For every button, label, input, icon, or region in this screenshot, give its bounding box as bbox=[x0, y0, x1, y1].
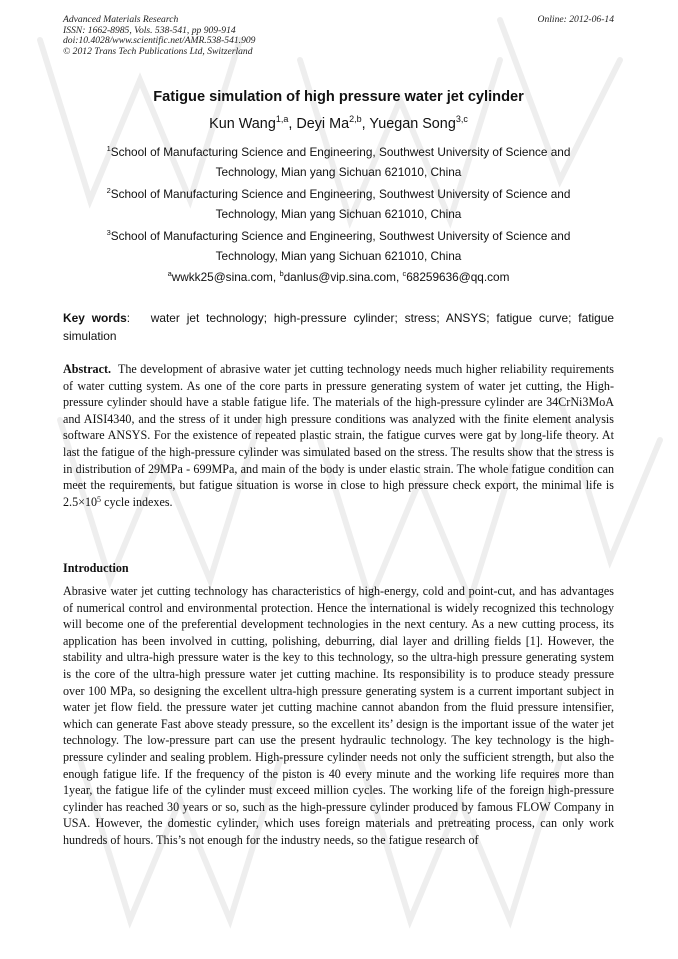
author-superscript: 3,c bbox=[455, 114, 468, 124]
author-separator: , bbox=[361, 116, 370, 132]
keywords-label: Key words bbox=[63, 311, 127, 325]
email-list bbox=[63, 270, 614, 284]
author-name: Deyi Ma bbox=[296, 116, 350, 132]
affiliation-2 bbox=[83, 185, 594, 224]
email-separator: , bbox=[272, 270, 280, 284]
paper-title: Fatigue simulation of high pressure water jet cylinder bbox=[153, 89, 524, 105]
author-separator: , bbox=[288, 116, 297, 132]
keywords-colon: : bbox=[126, 311, 131, 325]
affiliation-line: School of Manufacturing Science and Engineering, Southwest University of Science and bbox=[110, 229, 571, 243]
author-list bbox=[63, 116, 614, 132]
affiliation-number: 1 bbox=[106, 144, 111, 153]
journal-header bbox=[63, 15, 614, 57]
abstract-paragraph bbox=[63, 361, 614, 512]
author-superscript: 2,b bbox=[349, 114, 362, 124]
affiliation-number: 2 bbox=[106, 186, 111, 195]
issn-line: ISSN: 1662-8985, Vols. 538-541, pp 909-914 bbox=[63, 24, 236, 36]
affiliation-line: Technology, Mian yang Sichuan 621010, China bbox=[215, 249, 462, 263]
affiliation-line: Technology, Mian yang Sichuan 621010, China bbox=[215, 165, 462, 179]
email-separator: , bbox=[395, 270, 403, 284]
affiliation-line: Technology, Mian yang Sichuan 621010, China bbox=[215, 207, 462, 221]
affiliation-3 bbox=[83, 227, 594, 266]
introduction-paragraph: Abrasive water jet cutting technology has characteristics of high-energy, cold and point-cut, and has advantages of numerical control and environmental protection. Hence the international is widely recognized this technology will become one of the preferential development technologies in the next century. As a new cutting process, its application has been involved in cutting, polishing, deburring, dial layer and drilling fields [1]. However, the stability and ultra-high pressure water is the key to this technology, so the ultra-high pressure generating system is the core of the ultra-high pressure water jet cutting machine. Its responsibility is to produce steady pressure over 100 MPa, so designing the excellent ultra-high pressure generating system is a current important subject in water jet flow field. the pressure water jet cutting machine cannot abandon from the fluid pressure intensifier, which can generate Fast above steady pressure, so the excellent its’ design is the important issue of the water jet technology. The low-pressure part can use the present hydraulic technology. The key technology is the high-pressure cylinder and sealing problem. High-pressure cylinder needs not only the sufficient strength, but also the enough fatigue life. If the frequency of the piston is 40 every minute and the working life requires more than 1year, the fatigue life of the cylinder must exceed million cycles. The working life of the foreign high-pressure cylinder has reached 30 years or so, such as the high-pressure cylinder produced by famous FLOW Company in USA. However, the domestic cylinder, which uses foreign materials and pretreating process, can only work hundreds of hours. This’s not enough for the industry needs, so the fatigue research of bbox=[63, 584, 614, 847]
email-superscript: a bbox=[167, 269, 172, 278]
abstract-exponent: 5 bbox=[97, 494, 102, 504]
affiliation-number: 3 bbox=[106, 228, 111, 237]
copyright-line: © 2012 Trans Tech Publications Ltd, Switzerland bbox=[63, 45, 253, 57]
keywords-paragraph bbox=[63, 309, 614, 345]
email-link[interactable]: wwkk25@sina.com bbox=[171, 270, 273, 284]
affiliation-1 bbox=[83, 143, 594, 182]
abstract-text: The development of abrasive water jet cutting technology needs much higher reliability requirements of water cutting system. As one of the core parts in pressure generating system of water jet cutting, the High-pressure cylinder should have a stable fatigue life. The materials of the high-pressure cylinder are 34CrNi3MoA and AISI4340, and the stress of it under high pressure conditions was analyzed with the finite element analysis software ANSYS. For the existence of repeated plastic strain, the fatigue curves were gat by long-life theory. At last the fatigue of the high-pressure cylinder was simulated based on the stress. The results show that the stress is in distribution of 29MPa - 699MPa, and main of the body is under elastic strain. The whole fatigue condition can meet the requirements, but fatigue situation is worse in close to high pressure check export, the minimal life is 2.5×10 bbox=[63, 362, 614, 509]
abstract-label: Abstract. bbox=[63, 362, 112, 376]
email-link[interactable]: danlus@vip.sina.com bbox=[283, 270, 396, 284]
author-superscript: 1,a bbox=[275, 114, 289, 124]
affiliation-line: School of Manufacturing Science and Engineering, Southwest University of Science and bbox=[110, 145, 571, 159]
abstract-tail: cycle indexes. bbox=[101, 494, 173, 509]
introduction-heading: Introduction bbox=[63, 561, 129, 575]
author-name: Yuegan Song bbox=[369, 116, 456, 132]
online-date: Online: 2012-06-14 bbox=[537, 14, 614, 25]
email-superscript: c bbox=[402, 269, 407, 278]
journal-name: Advanced Materials Research bbox=[63, 14, 179, 25]
keywords-text: water jet technology; high-pressure cylinder; stress; ANSYS; fatigue curve; fatigue simulation bbox=[63, 311, 615, 343]
doi-line: doi:10.4028/www.scientific.net/AMR.538-541.909 bbox=[63, 35, 256, 47]
affiliation-line: School of Manufacturing Science and Engineering, Southwest University of Science and bbox=[110, 187, 571, 201]
author-name: Kun Wang bbox=[209, 116, 276, 132]
email-superscript: b bbox=[279, 269, 284, 278]
email-link[interactable]: 68259636@qq.com bbox=[406, 270, 510, 284]
